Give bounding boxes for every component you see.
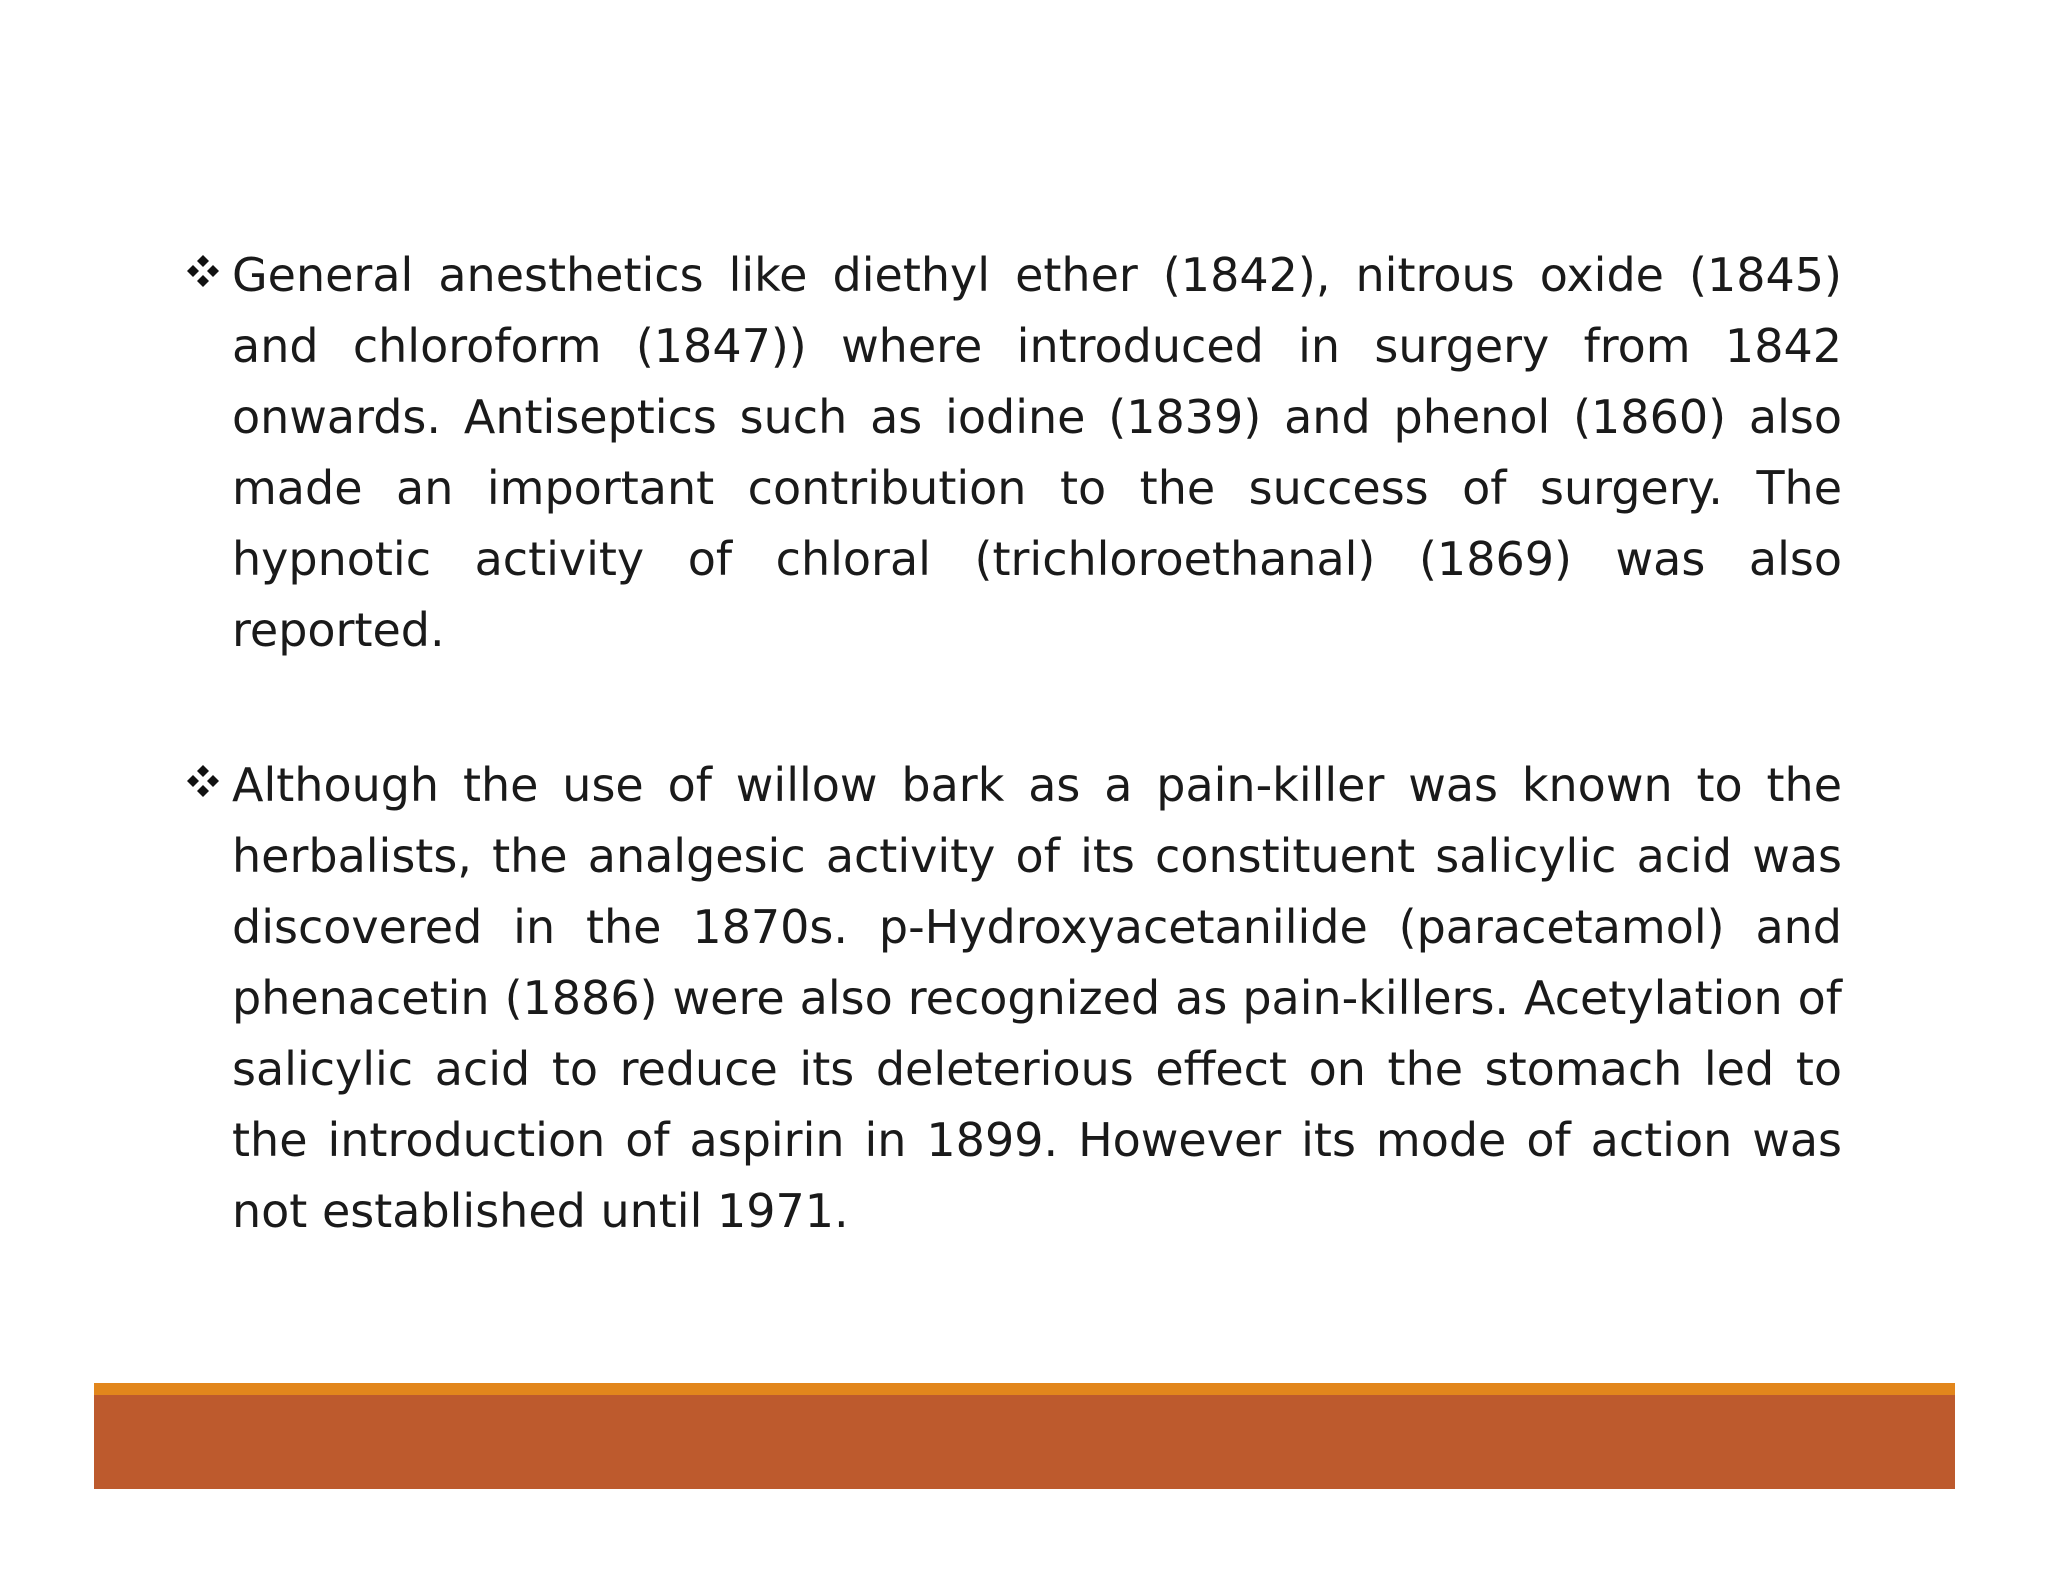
bullet-item [186, 240, 1842, 666]
footer-bar [94, 1395, 1955, 1489]
bullet-text: Although the use of willow bark as a pain-killer was known to the herbalists, the analgesic activity of its constituent salicylic acid was discovered in the 1870s. p-Hydroxyacetanilide (paracetamol) and phenacetin (1886) were also recognized as pain-killers. Acetylation of salicylic acid to reduce its deleterious effect on the stomach led to the introduction of aspirin in 1899. However its mode of action was not established until 1971. [232, 758, 1842, 1238]
bullet-item [186, 750, 1842, 1247]
bullet-text: General anesthetics like diethyl ether (1842), nitrous oxide (1845) and chloroform (1847)) where introduced in surgery from 1842 onwards. Antiseptics such as iodine (1839) and phenol (1860) also made an important contribution to the success of surgery. The hypnotic activity of chloral (trichloroethanal) (1869) was also reported. [232, 248, 1842, 657]
four-diamond-bullet-icon [186, 254, 220, 288]
four-diamond-bullet-icon [186, 764, 220, 798]
footer-accent-line [94, 1383, 1955, 1395]
slide-content [186, 240, 1842, 1331]
